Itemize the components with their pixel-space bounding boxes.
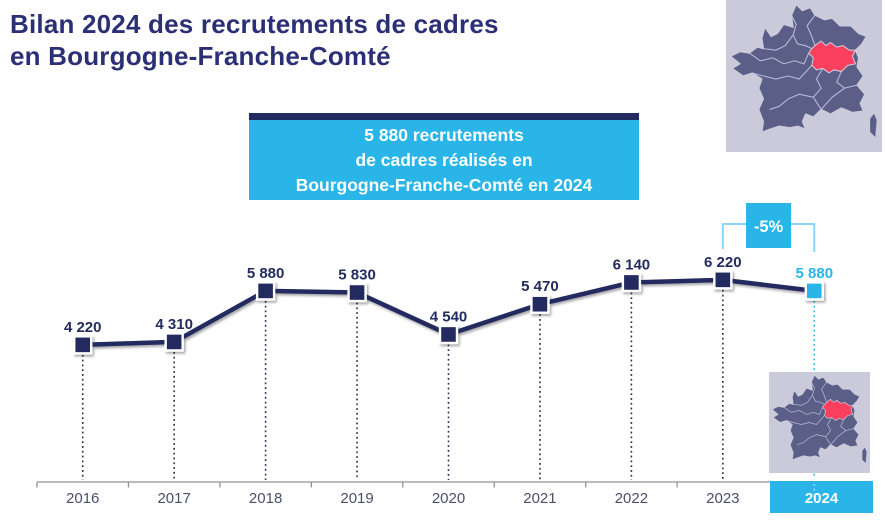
banner-line-2: de cadres réalisés en xyxy=(355,149,533,170)
value-label-2016: 4 220 xyxy=(63,318,102,336)
x-tick-label-2024: 2024 xyxy=(804,490,839,507)
data-point-2016 xyxy=(74,336,91,353)
value-label-2024: 5 880 xyxy=(795,264,834,282)
x-tick-label-2018: 2018 xyxy=(248,490,283,507)
change-badge-label: -5% xyxy=(753,218,784,236)
value-label-2023: 6 220 xyxy=(704,253,742,271)
x-tick-label-2017: 2017 xyxy=(157,490,191,507)
value-label-2022: 6 140 xyxy=(612,256,651,274)
data-point-2023 xyxy=(714,271,731,288)
x-tick-label-2020: 2020 xyxy=(431,490,466,507)
banner-line-3: Bourgogne-Franche-Comté en 2024 xyxy=(295,174,593,195)
data-point-2019 xyxy=(349,284,366,301)
data-point-2021 xyxy=(531,296,548,313)
value-label-2018: 5 880 xyxy=(246,264,285,282)
value-label-2017: 4 310 xyxy=(155,315,193,333)
x-tick-label-2019: 2019 xyxy=(340,490,374,507)
value-label-2019: 5 830 xyxy=(338,266,376,284)
data-point-2020 xyxy=(440,326,457,343)
data-point-2018 xyxy=(257,282,274,299)
banner-line-1: 5 880 recrutements xyxy=(364,124,524,145)
x-tick-label-2023: 2023 xyxy=(706,490,740,507)
data-point-2017 xyxy=(166,333,183,350)
page-title-line-1: Bilan 2024 des recrutements de cadres xyxy=(10,9,499,39)
france-map-bottom xyxy=(769,372,870,473)
x-tick-label-2016: 2016 xyxy=(66,490,100,507)
value-label-2021: 5 470 xyxy=(521,278,559,296)
page-title-line-2: en Bourgogne-Franche-Comté xyxy=(10,41,391,71)
data-point-2022 xyxy=(623,274,640,291)
value-label-2020: 4 540 xyxy=(429,308,468,326)
x-tick-label-2021: 2021 xyxy=(523,490,557,507)
data-point-2024 xyxy=(806,282,823,299)
france-map-svg xyxy=(769,372,870,473)
x-tick-label-2022: 2022 xyxy=(614,490,649,507)
